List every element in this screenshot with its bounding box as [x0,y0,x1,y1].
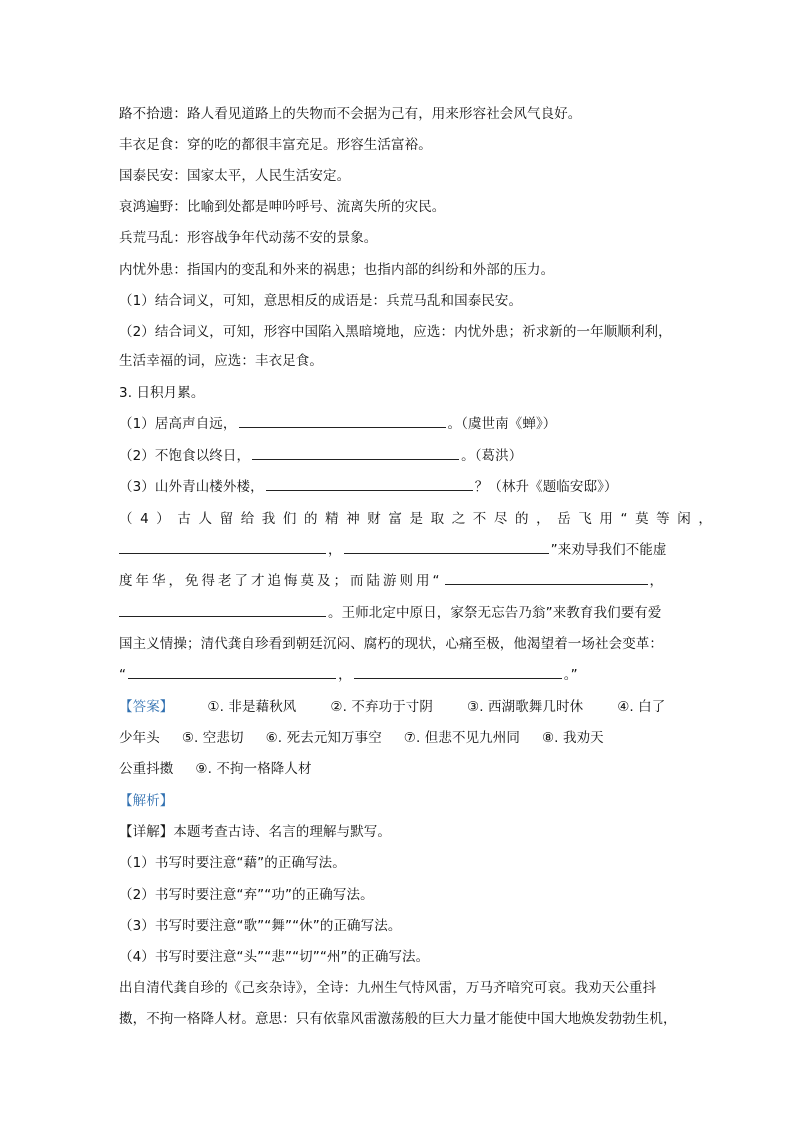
explanation-line: （1）结合词义，可知，意思相反的成语是：兵荒马乱和国泰民安。 [119,293,523,309]
question-prefix: （2）不饱食以终日， [119,448,251,464]
question-item [119,571,666,591]
analysis-line: 出自清代龚自珍的《己亥杂诗》，全诗：九州生气恃风雷，万马齐喑究可哀。我劝天公重抖 [119,980,657,996]
fill-blank [445,571,648,585]
fill-blank [344,540,549,554]
fill-blank [119,603,326,617]
question-suffix: 。（虞世南《蝉》） [447,416,557,432]
answer-item: ①. 非是藉秋风 [207,699,297,715]
answer-item: ③. 西湖歌舞几时休 [467,699,584,715]
analysis-line: 擞，不拘一格降人材。意思：只有依靠风雷激荡般的巨大力量才能使中国大地焕发勃勃生机， [119,1011,677,1027]
question-suffix: ？（林升《题临安邸》） [474,479,618,495]
question-prefix: （3）山外青山楼外楼， [119,479,264,495]
fill-blank [119,540,326,554]
explanation-line: （2）结合词义，可知，形容中国陷入黑暗境地，应选：内忧外患；祈求新的一年顺顺利利， [119,324,672,340]
answer-item: ④. 白了 [617,699,666,715]
analysis-line: （4）书写时要注意“头”“悲”“切”“州”的正确写法。 [119,949,430,965]
question-item: 国主义情操；清代龚自珍看到朝廷沉闷、腐朽的现状，心痛至极，他渴望着一场社会变革： [119,636,663,652]
answer-item: ②. 不弃功于寸阴 [330,699,433,715]
punctuation: ， [338,667,352,683]
analysis-label: 【解析】 [119,793,174,809]
answer-item: ⑦. 但悲不见九州同 [403,730,520,746]
answer-item: ⑥. 死去元知万事空 [265,730,382,746]
question-item [119,446,522,466]
punctuation: 。” [563,667,578,683]
fill-blank [128,665,336,679]
definition-line: 内忧外患：指国内的变乱和外来的祸患；也指内部的纠纷和外部的压力。 [119,262,555,278]
question-item: （4）古人留给我们的精神财富是取之不尽的，岳飞用“莫等闲， [119,511,720,527]
question-title: 3. 日积月累。 [119,385,205,401]
question-item [119,665,578,685]
definition-line: 路不拾遗：路人看见道路上的失物而不会据为己有，用来形容社会风气良好。 [119,106,582,122]
question-text: ”来劝导我们不能虚 [550,542,667,558]
answer-item: ⑧. 我劝天 [541,730,604,746]
question-suffix: 。（葛洪） [461,448,523,464]
answer-item: 少年头 [119,730,160,746]
question-item [119,477,618,497]
answer-item: ⑤. 空悲切 [181,730,244,746]
definition-line: 哀鸿遍野：比喻到处都是呻吟呼号、流离失所的灾民。 [119,199,446,215]
analysis-line: （3）书写时要注意“歌”“舞”“休”的正确写法。 [119,918,402,934]
definition-line: 兵荒马乱：形容战争年代动荡不安的景象。 [119,230,378,246]
analysis-line: （1）书写时要注意“藉”的正确写法。 [119,855,346,871]
punctuation: ， [649,573,666,589]
question-text: 。王师北定中原日，家祭无忘告乃翁”来教育我们要有爱 [328,605,662,621]
analysis-line: 【详解】本题考查古诗、名言的理解与默写。 [119,824,391,840]
explanation-line: 生活幸福的词，应选：丰衣足食。 [119,353,323,369]
question-item [119,603,662,623]
fill-blank [239,414,446,428]
question-item [119,540,667,560]
fill-blank [252,446,459,460]
definition-line: 丰衣足食：穿的吃的都很丰富充足。形容生活富裕。 [119,137,432,153]
punctuation: ， [328,542,342,558]
fill-blank [354,665,562,679]
punctuation: “ [119,667,127,683]
question-prefix: （1）居高声自远， [119,416,237,432]
answer-line [119,728,604,748]
definition-line: 国泰民安：国家太平，人民生活安定。 [119,168,351,184]
answer-line [119,759,312,779]
answer-item: 公重抖擞 [119,761,174,777]
fill-blank [266,477,473,491]
analysis-line: （2）书写时要注意“弃”“功”的正确写法。 [119,887,374,903]
answer-label: 【答案】 [119,699,174,715]
question-item [119,414,556,434]
question-text: 度年华，免得老了才追悔莫及；而陆游则用“ [119,573,443,589]
answer-item: ⑨. 不拘一格降人材 [195,761,312,777]
answer-line [119,697,665,717]
